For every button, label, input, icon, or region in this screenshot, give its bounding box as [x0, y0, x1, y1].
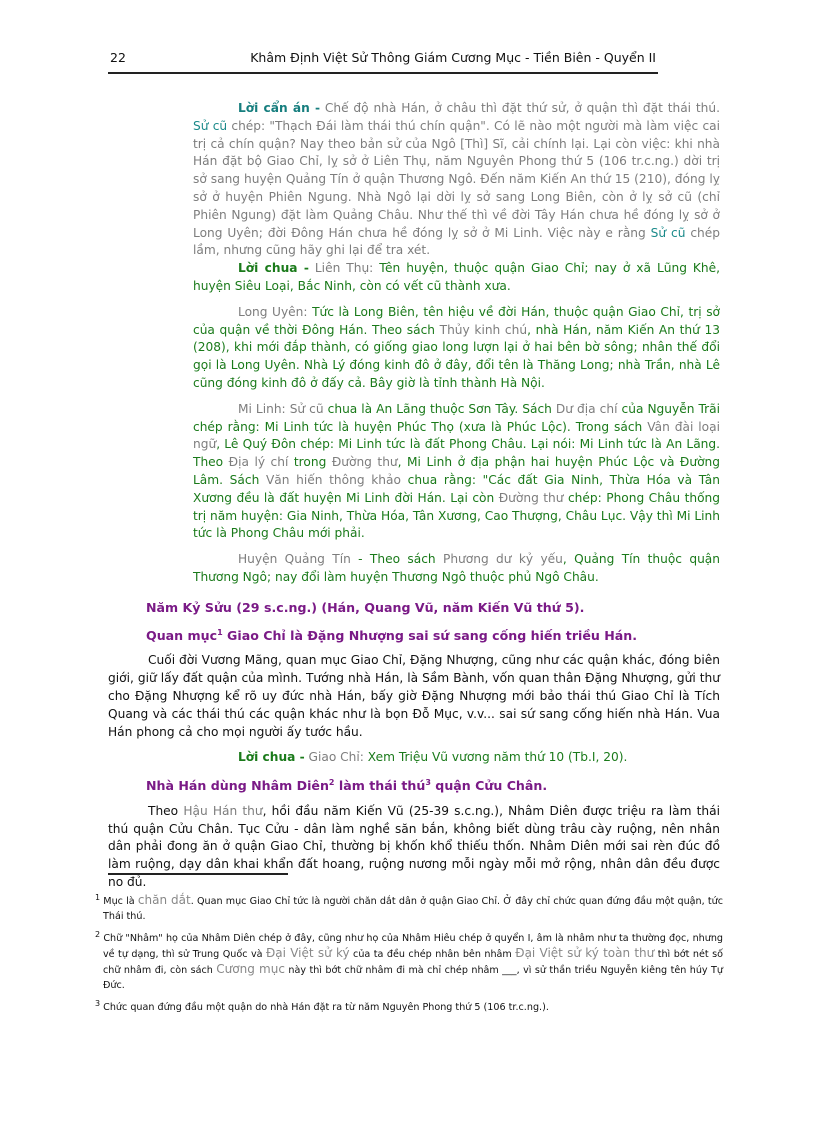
text-span: , hồi đầu năm Kiến Vũ (25-39 s.c.ng.), Nhâm Diên được triệu ra làm thái thú quận Cửu Chân. Tục Cửu - dân làm nghề săn bắn, không biết dùng trâu cày ruộng, nên nhân dân phải đong ăn ở quận Giao Chỉ, thường bị khốn khổ thiếu thốn. Nhâm Diên mới sai rèn đúc đồ làm ruộng, dạy dân khai khẩn đất hoang, ruộng nương mỗi ngày mỗi mở rộng, nhân dân đều được no đủ. — [108, 803, 720, 890]
book-reference: Đường thư — [498, 490, 564, 505]
text-span: , Mi Linh ở địa phận hai huyện Phúc Lộc và Đường Lâm. Sách — [193, 455, 721, 487]
footnote-marker: 3 — [425, 777, 431, 787]
text-span: chép: "Thạch Đái làm thái thú chín quận". Có lẽ nào một người mà làm việc cai trị cả chín quận? Nay theo bản sử của Ngô [Thì] Sĩ, cải chính lại. Lại còn việc: khi nhà Hán đặt bộ Giao Chỉ, lỵ sở ở Liên Thụ, năm Nguyên Phong thứ 5 (106 tr.c.ng.) dời trị sở sang huyện Quảng Tín ở quận Thương Ngô. Đến năm Kiến An thứ 15 (210), đóng lỵ sở ở huyện Phiên Ngung. Nhà Ngô lại dời lỵ sở sang Long Biên, còn ở lỵ sở cũ (chỉ Phiên Ngung) đặt làm Quảng Châu. Như thế thì về đời Tây Hán chưa hề đóng lỵ sở ở Long Uyên; đời Đông Hán chưa hề đóng lỵ sở ở Mi Linh. Việc này e rằng — [193, 118, 720, 240]
footnote-1 — [95, 893, 723, 924]
main-paragraph-nham-dien — [108, 803, 720, 892]
text-span: Chế độ nhà Hán, ở châu thì đặt thứ sử, ở quận thì đặt thái thú. — [320, 101, 720, 115]
note-paragraph-mi-linh — [193, 401, 720, 543]
text-span: Giao Chỉ: — [304, 750, 368, 765]
text-span: Theo — [148, 803, 184, 818]
book-reference: Phương dư kỷ yếu — [442, 552, 563, 567]
text-span: Mục là — [100, 896, 138, 907]
text-span: Tức là Long Biên, tên hiệu về đời Hán, thuộc quận Giao Chỉ, trị sở của quận về thời Đông Hán. Theo sách — [193, 304, 720, 337]
text-span: . Quan mục Giao Chỉ tức là người chăn dắt dân ở quận Giao Chỉ. Ở đây chỉ chức quan đứng đầu một quận, tức Thái thú. — [103, 896, 724, 922]
book-reference: Thủy kinh chú — [439, 322, 528, 337]
heading-text: làm thái thú — [334, 778, 426, 794]
book-reference: Đường thư — [331, 455, 398, 470]
heading-text: Nhà Hán dùng Nhâm Diên — [146, 778, 329, 794]
book-reference: Hậu Hán thư — [183, 803, 263, 818]
text-span: Xem Triệu Vũ vương năm thứ 10 (Tb.I, 20). — [367, 750, 628, 765]
footnote-2 — [95, 931, 723, 993]
book-reference: Đại Việt sử ký — [266, 946, 350, 960]
book-reference: Đại Việt sử ký toàn thư — [515, 946, 655, 960]
text-span: của Nguyễn Trãi chép rằng: Mi Linh tức là huyện Phúc Thọ (xưa là Phúc Lộc). Trong sách — [193, 401, 720, 434]
term-span: chăn dắt — [137, 893, 191, 907]
footnote-marker: 2 — [328, 777, 335, 787]
footnote-number: 1 — [95, 892, 101, 902]
book-reference: Cương mục — [216, 962, 285, 976]
section-heading-nham-dien — [146, 777, 720, 795]
footnote-divider — [108, 873, 288, 875]
book-reference: Vân đài loại ngữ — [193, 419, 720, 452]
reference-span: Sử cũ — [193, 118, 228, 133]
reference-span: Sử cũ — [650, 225, 686, 240]
book-reference: Địa lý chí — [228, 455, 289, 470]
note-label: Lời chua - — [238, 750, 305, 765]
text-span: Mi Linh: Sử cũ — [238, 401, 328, 416]
footnote-number: 2 — [95, 929, 101, 939]
note-paragraph-long-uyen — [193, 304, 720, 393]
section-heading-year: Năm Kỷ Sửu (29 s.c.ng.) (Hán, Quang Vũ, năm Kiến Vũ thứ 5). — [146, 599, 585, 615]
text-span: , nhà Hán, năm Kiến An thứ 13 (208), khi mới đắp thành, có giống giao long lượn lại ở hai bên bờ sông; nhân thế đổi gọi là Long Uyên. Nhà Lý đóng kinh đô ở đây, đổi tên là Thăng Long; nhà Trần, nhà Lê cũng đóng kinh đô ở đấy cả. Bây giờ là tỉnh thành Hà Nội. — [193, 322, 720, 390]
page-number: 22 — [110, 50, 126, 65]
note-label: Lời chua - — [238, 261, 309, 276]
page-body — [108, 96, 720, 892]
text-span: chép: Phong Châu thống trị năm huyện: Gia Ninh, Thừa Hóa, Tân Xương, Cao Thượng, Châu Lục. Vậy thì Mi Linh tức là Phong Châu mới phải. — [193, 490, 721, 541]
text-span: của ta đều chép nhân bên nhâm — [349, 949, 516, 960]
book-reference: Dư địa chí — [555, 401, 618, 416]
heading-text: Giao Chỉ là Đặng Nhượng sai sứ sang cống hiến triều Hán. — [222, 627, 638, 643]
text-span: thì bớt nét số chữ nhâm đi, còn sách — [103, 949, 723, 976]
text-span: này thì bớt chữ nhâm đi mà chỉ chép nhâm ___, vì sử thần triều Nguyễn kiêng tên húy Tự Đức. — [103, 965, 723, 991]
footnote-marker: 1 — [217, 627, 223, 637]
text-span: Tên huyện, thuộc quận Giao Chỉ; nay ở xã Lũng Khê, huyện Siêu Loại, Bắc Ninh, còn có vết cũ thành xưa. — [193, 261, 721, 293]
page-header — [108, 50, 658, 74]
note-paragraph-chua-lien-thu — [193, 260, 720, 296]
book-reference: Văn hiến thông khảo — [265, 472, 401, 487]
book-title: Khâm Định Việt Sử Thông Giám Cương Mục - Tiền Biên - Quyển II — [250, 50, 656, 65]
text-span: chép lầm, nhưng cũng hãy ghi lại để tra xét. — [193, 225, 720, 258]
footnotes — [95, 893, 723, 1022]
text-span: , Quảng Tín thuộc quận Thương Ngô; nay đổi làm huyện Thương Ngô thuộc phủ Ngô Châu. — [193, 552, 721, 584]
text-span: Long Uyên: — [238, 304, 313, 319]
note-paragraph-can-an — [193, 100, 720, 260]
text-span: trong — [288, 455, 332, 470]
footnote-3 — [95, 1000, 723, 1015]
heading-text: quận Cửu Chân. — [430, 778, 548, 794]
note-paragraph-chua-giao-chi — [193, 749, 720, 767]
heading-text: Quan mục — [146, 627, 218, 643]
note-label: Lời cẩn án - — [238, 101, 321, 115]
section-heading-dang-nhuong — [146, 627, 720, 645]
text-span: - Theo sách — [350, 552, 443, 567]
main-paragraph-dang-nhuong: Cuối đời Vương Mãng, quan mục Giao Chỉ, Đặng Nhượng, cũng như các quận khác, đóng biên giới, giữ lấy đất quận của mình. Tướng nhà Hán, là Sầm Bành, vốn quan thân Đặng Nhượng, gửi thư cho Đặng Nhượng kể rõ uy đức nhà Hán, bấy giờ Đặng Nhượng mới bảo thái thú Giao Chỉ là Tích Quang và các thái thú các quận khác như là bọn Đỗ Mục, v.v... sai sứ sang cống hiến nhà Hán. Vua Hán phong cả cho mọi người ấy tước hầu. — [108, 653, 720, 739]
text-span: Chức quan đứng đầu một quận do nhà Hán đặt ra từ năm Nguyên Phong thứ 5 (106 tr.c.ng.). — [100, 1002, 549, 1013]
text-span: Chữ "Nhâm" họ của Nhâm Diên chép ở đây, cũng như họ của Nhâm Hiêu chép ở quyển I, âm là nhâm như ta thường đọc, nhưng về tự dạng, thì sử Trung Quốc và — [100, 933, 723, 960]
footnote-number: 3 — [95, 998, 101, 1008]
text-span: , Lê Quý Đôn chép: Mi Linh tức là đất Phong Châu. Lại nói: Mi Linh tức là An Lãng. Theo — [193, 437, 720, 470]
text-span: Huyện Quảng Tín — [238, 552, 351, 567]
note-paragraph-quang-tin — [193, 551, 720, 587]
text-span: chua là An Lãng thuộc Sơn Tây. Sách — [327, 401, 556, 416]
text-span: Liên Thụ: — [308, 261, 380, 276]
text-span: chua rằng: "Các đất Gia Ninh, Thừa Hóa và Tân Xương đều là đất huyện Mi Linh đời Hán. Lại còn — [193, 472, 720, 505]
